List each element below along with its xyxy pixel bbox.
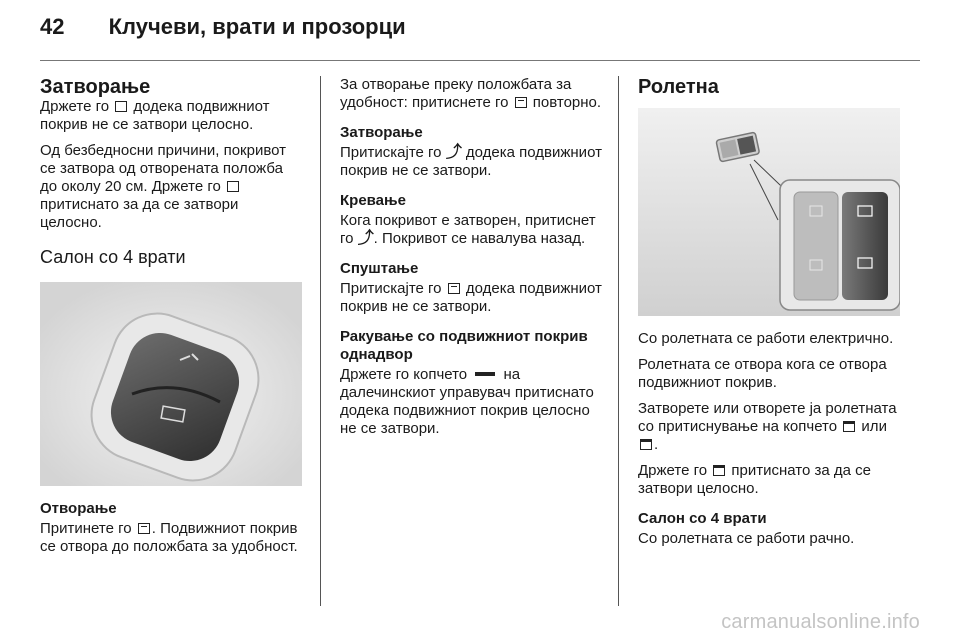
text: притиснато за да се затвори целосно. xyxy=(638,462,872,497)
paragraph xyxy=(340,144,602,180)
text: повторно. xyxy=(528,94,602,111)
paragraph: Со ролетната се работи електрично. xyxy=(638,330,894,347)
section-title-4-door: Салон со 4 врати xyxy=(40,247,186,267)
open-roof-icon xyxy=(448,283,460,294)
paragraph: Ролетната се отвора кога се отвора подвижниот покрив. xyxy=(638,356,887,391)
page-header xyxy=(40,14,406,40)
page-number: 42 xyxy=(40,14,65,39)
section-title-closing: Затворање xyxy=(340,124,423,141)
chapter-title: Клучеви, врати и прозорци xyxy=(108,14,406,39)
text: притиснато за да се затвори целосно. xyxy=(40,196,239,231)
column-3-lower xyxy=(638,330,906,556)
footer-watermark: carmanualsonline.info xyxy=(721,611,920,633)
text: . xyxy=(654,436,659,453)
text: Држете го xyxy=(638,462,712,479)
text: или xyxy=(857,418,887,435)
text: Затворете или отворете ја ролетната со притиснување на копчето xyxy=(638,400,897,435)
text: Притискајте го xyxy=(340,144,446,161)
sunroof-switch-illustration xyxy=(40,282,302,486)
text: Притискајте го xyxy=(340,280,446,297)
paragraph: Со ролетната се работи рачно. xyxy=(638,530,855,547)
column-divider xyxy=(618,76,619,606)
text: додека подвижниот покрив не се затвори. xyxy=(340,144,602,179)
sunblind-switch-illustration xyxy=(638,108,900,316)
tilt-icon: ⤴ xyxy=(357,230,374,247)
text: . Подвижниот покрив се отвора до положбата за удобност. xyxy=(40,520,298,555)
text: Држете го копчето xyxy=(340,366,472,383)
text: на далечинскиот управувач притиснато додека подвижниот покрив целосно не се затвори. xyxy=(340,366,594,437)
open-roof-icon xyxy=(515,97,527,108)
text: За отворање преку положбата за удобност: притиснете го xyxy=(340,76,572,111)
section-title-closing: Затворање xyxy=(40,76,151,98)
section-title-tilting: Кревање xyxy=(340,192,406,209)
text: додека подвижниот покрив не се затвори. xyxy=(340,280,602,315)
text: Притинете го xyxy=(40,520,136,537)
section-title-opening: Отворање xyxy=(40,500,117,517)
remote-button-icon xyxy=(475,372,495,376)
text: Од безбедносни причини, покривот се затвора од отворената положба до околу 20 см. Држете го xyxy=(40,142,287,195)
text: додека подвижниот покрив не се затвори целосно. xyxy=(40,98,270,133)
header-rule xyxy=(40,60,920,61)
section-title-sunblind: Ролетна xyxy=(638,76,719,98)
paragraph xyxy=(340,280,602,316)
paragraph xyxy=(638,400,906,454)
paragraph xyxy=(638,462,906,498)
paragraph xyxy=(40,98,302,134)
close-blind-icon xyxy=(713,465,725,476)
text: Кога покривот е затворен, притиснет го xyxy=(340,212,596,247)
paragraph xyxy=(340,366,602,438)
text: . Покривот се навалува назад. xyxy=(373,230,586,247)
column-1-lower xyxy=(40,500,302,564)
column-2 xyxy=(340,76,602,446)
close-roof-icon xyxy=(115,101,127,112)
open-blind-icon xyxy=(640,439,652,450)
section-title-remote-operation: Ракување со подвижниот покрив однадвор xyxy=(340,328,588,363)
paragraph xyxy=(340,212,602,248)
close-roof-icon xyxy=(227,181,239,192)
paragraph xyxy=(40,142,302,232)
section-title-lowering: Спуштање xyxy=(340,260,419,277)
tilt-icon: ⤴ xyxy=(445,144,462,161)
paragraph xyxy=(340,76,602,112)
column-1 xyxy=(40,76,302,268)
section-title-4-door: Салон со 4 врати xyxy=(638,510,767,527)
text: Држете го xyxy=(40,98,114,115)
close-blind-icon xyxy=(843,421,855,432)
column-divider xyxy=(320,76,321,606)
open-roof-icon xyxy=(138,523,150,534)
column-3 xyxy=(638,76,906,98)
paragraph xyxy=(40,520,302,556)
